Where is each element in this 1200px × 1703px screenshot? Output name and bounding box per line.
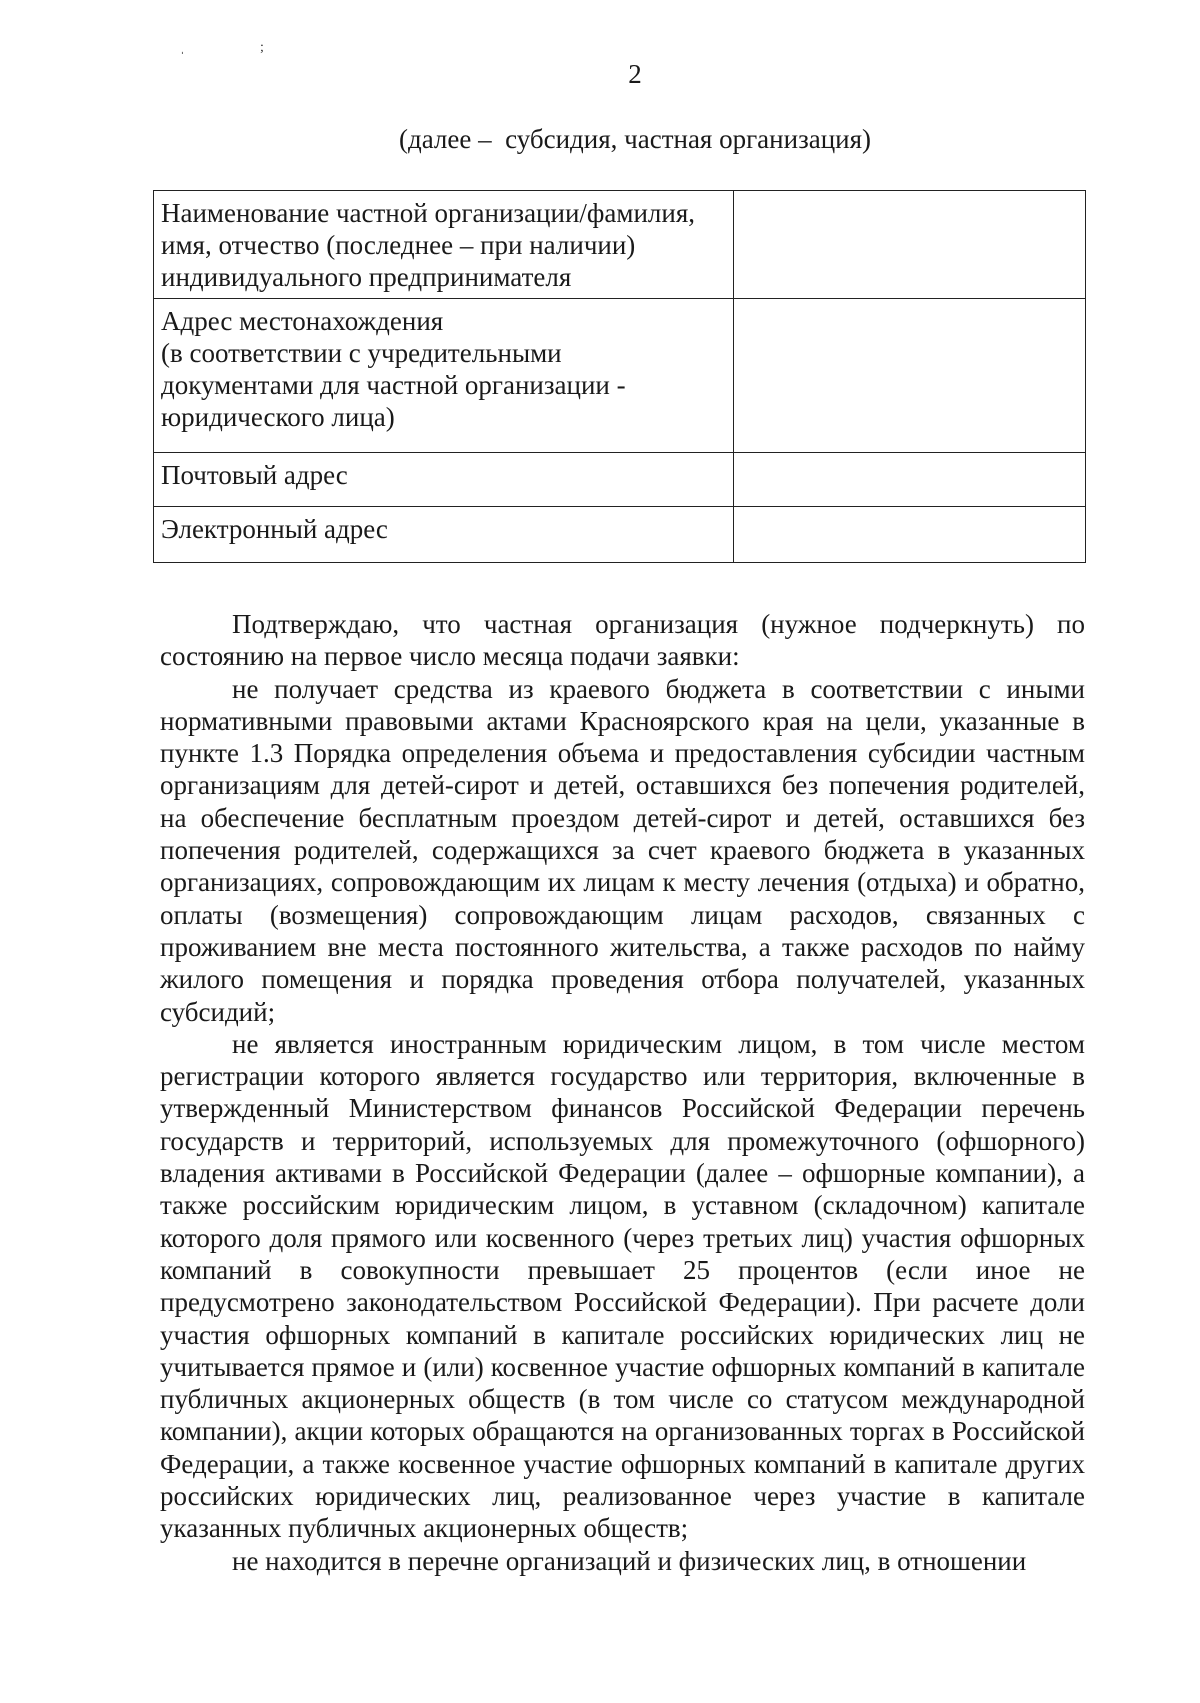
table-row-value — [734, 299, 1086, 453]
table-row-value — [734, 453, 1086, 507]
table-row-label: Адрес местонахождения (в соответствии с учредительными документами для частной организации - юридического лица) — [154, 299, 734, 453]
table-row-postal-address — [154, 453, 1086, 507]
table-row-label: Электронный адрес — [154, 507, 734, 563]
paragraph-no-regional-funds: не получает средства из краевого бюджета в соответствии с иными нормативными правовыми актами Красноярского края на цели, указанные в пункте 1.3 Порядка определения объема и предоставления субсидии частным организациям для детей-сирот и детей, оставшихся без попечения родителей, на обеспечение бесплатным проездом детей-сирот и детей, оставшихся без попечения родителей, содержащихся за счет краевого бюджета в указанных организациях, сопровождающим их лицам к месту лечения (отдыха) и обратно, оплаты (возмещения) сопровождающим лицам расходов, связанных с проживанием вне места постоянного жительства, а также расходов по найму жилого помещения и порядка проведения отбора получателей, указанных субсидий; — [160, 673, 1085, 1027]
paragraph-not-in-list: не находится в перечне организаций и физических лиц, в отношении — [232, 1545, 1027, 1576]
document-subtitle: (далее – субсидия, частная организация) — [398, 124, 872, 154]
document-body — [160, 608, 1085, 1577]
table-row-label: Наименование частной организации/фамилия, имя, отчество (последнее – при наличии) индивидуального предпринимателя — [154, 191, 734, 299]
organization-info-table — [153, 190, 1086, 563]
table-row-value — [734, 191, 1086, 299]
table-row-label: Почтовый адрес — [154, 453, 734, 507]
paragraph-not-foreign-entity: не является иностранным юридическим лицом, в том числе местом регистрации которого является государство или территория, включенные в утвержденный Министерством финансов Российской Федерации перечень государств и территорий, используемых для промежуточного (офшорного) владения активами в Российской Федерации (далее – офшорные компании), а также российским юридическим лицом, в уставном (складочном) капитале которого доля прямого или косвенного (через третьих лиц) участия офшорных компаний в совокупности превышает 25 процентов (если иное не предусмотрено законодательством Российской Федерации). При расчете доли участия офшорных компаний в капитале российских юридических лиц не учитывается прямое и (или) косвенное участие офшорных компаний в капитале публичных акционерных обществ (в том числе со статусом международной компании), акции которых обращаются на организованных торгах в Российской Федерации, а также косвенное участие офшорных компаний в капитале других российских юридических лиц, реализованное через участие в капитале указанных публичных акционерных обществ; — [160, 1028, 1085, 1544]
paragraph-confirmation: Подтверждаю, что частная организация (нужное подчеркнуть) по состоянию на первое число месяца подачи заявки: — [160, 609, 1085, 672]
table-row-email-address — [154, 507, 1086, 563]
table-row-organization-name — [154, 191, 1086, 299]
table-row-value — [734, 507, 1086, 563]
page-number: 2 — [628, 59, 642, 89]
table-row-location-address — [154, 299, 1086, 453]
